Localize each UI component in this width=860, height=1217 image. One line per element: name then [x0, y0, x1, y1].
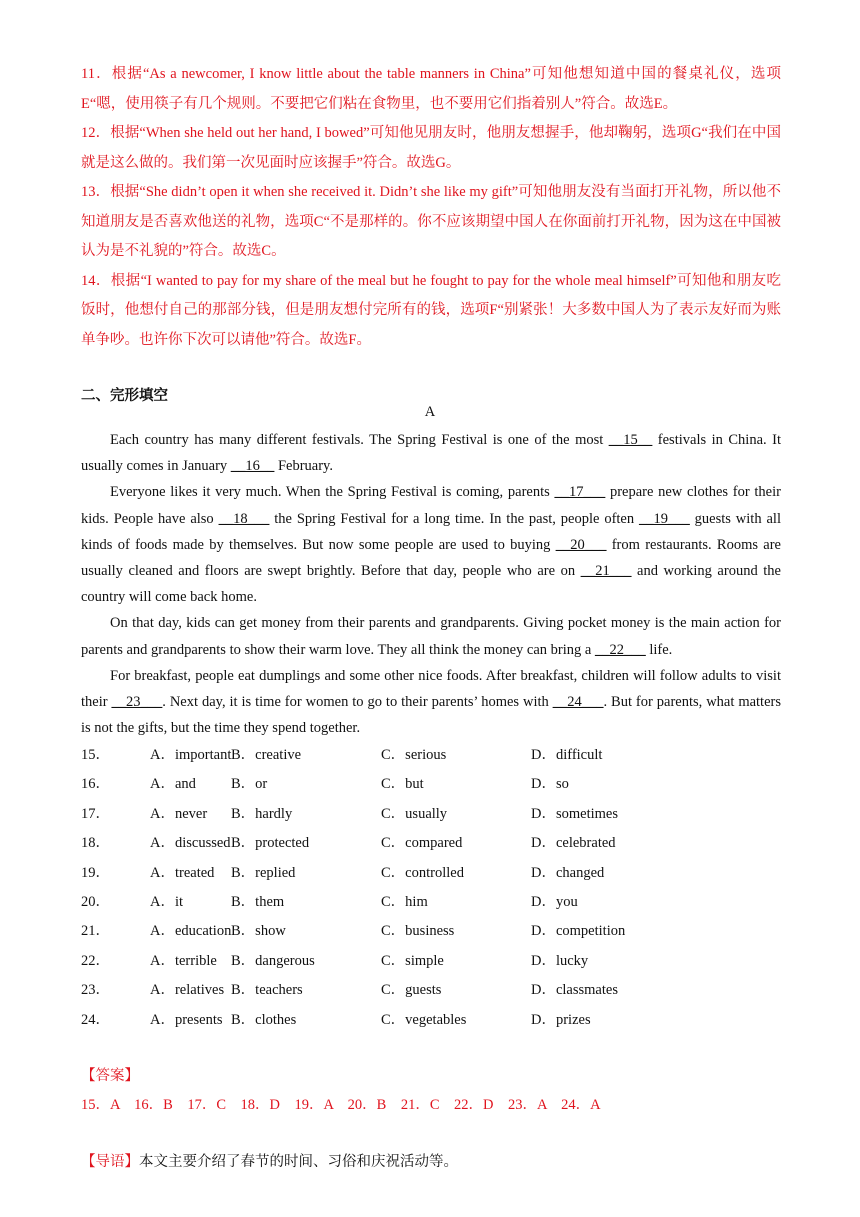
blank-20: __20___ [555, 536, 607, 553]
option-b: B．show [231, 923, 286, 940]
explanations [81, 60, 781, 355]
text: the Spring Festival for a long time. In the past, people often [269, 510, 640, 527]
option-d: D．sometimes [531, 805, 618, 822]
explanation-14: 14．根据“I wanted to pay for my share of the meal but he fought to pay for the whole meal himself”可知他和朋友吃饭时，他想付自己的那部分钱，但是朋友想付完所有的钱，选项F“别紧张！大多数中国人为了表示友好而为账单争吵。也许你下次可以请他”符合。故选F。 [81, 272, 781, 348]
text: life. [645, 641, 673, 658]
option-row-18 [81, 829, 781, 858]
question-number: 23． [81, 982, 110, 999]
blank-19: __19___ [639, 510, 690, 527]
text: For breakfast, people eat dumplings and some other nice foods. After breakfast, children will follow adults to visit their [81, 667, 781, 711]
question-number: 24． [81, 1011, 110, 1028]
passage-label: A [424, 404, 436, 420]
blank-16: __16__ [230, 458, 275, 475]
option-c: C．serious [381, 747, 447, 763]
text: February. [274, 458, 333, 475]
option-b: B．them [231, 893, 285, 910]
text: guests with all kinds of foods made by themselves. But now some people are used to buying [81, 510, 781, 553]
option-row-22 [81, 947, 781, 976]
option-d: D．competition [531, 923, 626, 940]
option-b: B．clothes [231, 1011, 297, 1028]
option-c: C．him [381, 893, 428, 910]
passage-paragraph [81, 479, 781, 610]
guide-paragraph [81, 1150, 458, 1171]
option-c: C．compared [381, 835, 463, 852]
text: On that day, kids can get money from their parents and grandparents. Giving pocket money is the main action for parents and grandparents to show their warm love. They all think the money can bring a [81, 615, 781, 658]
option-row-21 [81, 917, 781, 946]
option-a: A．education [150, 923, 232, 940]
option-d: D．you [531, 893, 578, 910]
option-row-23 [81, 976, 781, 1005]
passage-paragraph [81, 663, 781, 742]
option-c: C．guests [381, 982, 442, 999]
question-number: 22． [81, 952, 110, 969]
option-a: A．treated [150, 864, 215, 881]
option-d: D．lucky [531, 952, 589, 969]
option-a: A．never [150, 805, 208, 822]
answer-key: 15．A 16．B 17．C 18．D 19．A 20．B 21．C 22．D 23．A 24．A [81, 1097, 601, 1113]
option-a: A．important [150, 747, 232, 763]
text: from restaurants. Rooms are usually cleaned and floors are swept brightly. Before that day, people who are on [81, 536, 781, 580]
question-number: 17． [81, 805, 110, 822]
option-d: D．difficult [531, 747, 603, 763]
option-b: B．dangerous [231, 952, 315, 969]
question-number: 15． [81, 747, 110, 763]
explanation-11: 11．根据“As a newcomer, I know little about the table manners in China”可知他想知道中国的餐桌礼仪，选项E“嗯，使用筷子有几个规则。不要把它们粘在食物里，也不要用它们指着别人”符合。故选E。 [81, 66, 781, 112]
option-d: D．classmates [531, 982, 618, 999]
option-b: B．hardly [231, 805, 293, 822]
option-row-24 [81, 1006, 781, 1035]
question-number: 19． [81, 864, 110, 881]
option-a: A．relatives [150, 982, 225, 999]
blank-18: __18___ [218, 510, 270, 527]
text: Each country has many different festivals. The Spring Festival is one of the most [110, 432, 609, 448]
text: prepare new clothes for their kids. People have also [81, 484, 781, 527]
options-list [81, 741, 781, 1035]
option-b: B．replied [231, 864, 296, 881]
option-a: A．terrible [150, 952, 217, 969]
option-row-16 [81, 770, 781, 799]
blank-24: __24___ [552, 694, 604, 711]
text: and working around the country will come back home. [81, 563, 781, 606]
question-number: 18． [81, 835, 110, 852]
option-b: B．teachers [231, 982, 303, 999]
passage-paragraph [81, 610, 781, 662]
option-d: D．celebrated [531, 835, 616, 852]
option-c: C．usually [381, 805, 448, 822]
option-c: C．business [381, 923, 455, 940]
option-c: C．simple [381, 952, 444, 969]
passage-paragraph [81, 427, 781, 479]
option-b: B．or [231, 776, 268, 793]
option-a: A．presents [150, 1011, 223, 1028]
option-a: A．it [150, 893, 184, 910]
cloze-passage [81, 427, 781, 741]
option-row-19 [81, 859, 781, 888]
option-c: C．controlled [381, 864, 464, 881]
blank-21: __21___ [580, 563, 632, 580]
explanation-13: 13．根据“She didn’t open it when she received it. Didn’t she like my gift”可知他朋友没有当面打开礼物，所以他不知道朋友是否喜欢他送的礼物，选项C“不是那样的。你不应该期望中国人在你面前打开礼物，因为这在中国被认为是不礼貌的”符合。故选C。 [81, 184, 781, 259]
option-d: D．prizes [531, 1011, 591, 1028]
blank-22: __22___ [594, 641, 646, 658]
question-number: 21． [81, 923, 110, 940]
guide-text: 本文主要介绍了春节的时间、习俗和庆祝活动等。 [139, 1154, 458, 1170]
text: festivals in China. It usually comes in January [81, 432, 781, 475]
text: . But for parents, what matters is not the gifts, but the time they spend together. [81, 694, 781, 737]
option-a: A．discussed [150, 835, 231, 852]
option-b: B．protected [231, 835, 310, 852]
question-number: 20． [81, 893, 110, 910]
option-c: C．but [381, 776, 424, 793]
option-row-17 [81, 800, 781, 829]
option-d: D．so [531, 776, 569, 793]
option-c: C．vegetables [381, 1011, 467, 1028]
guide-label: 【导语】 [81, 1154, 139, 1170]
blank-23: __23___ [111, 694, 163, 711]
option-b: B．creative [231, 747, 302, 763]
answer-heading: 【答案】 [81, 1068, 139, 1084]
option-row-20 [81, 888, 781, 917]
text: Everyone likes it very much. When the Spring Festival is coming, parents [110, 484, 555, 501]
option-d: D．changed [531, 864, 605, 881]
blank-17: __17___ [554, 484, 606, 501]
section-title: 二、完形填空 [81, 388, 168, 404]
text: . Next day, it is time for women to go to their parents’ homes with [162, 694, 553, 711]
question-number: 16． [81, 776, 110, 793]
blank-15: __15__ [608, 432, 653, 448]
explanation-12: 12．根据“When she held out her hand, I bowed”可知他见朋友时，他朋友想握手，他却鞠躬，选项G“我们在中国就是这么做的。我们第一次见面时应该握手”符合。故选G。 [81, 125, 781, 171]
option-row-15 [81, 741, 781, 770]
option-a: A．and [150, 776, 196, 793]
